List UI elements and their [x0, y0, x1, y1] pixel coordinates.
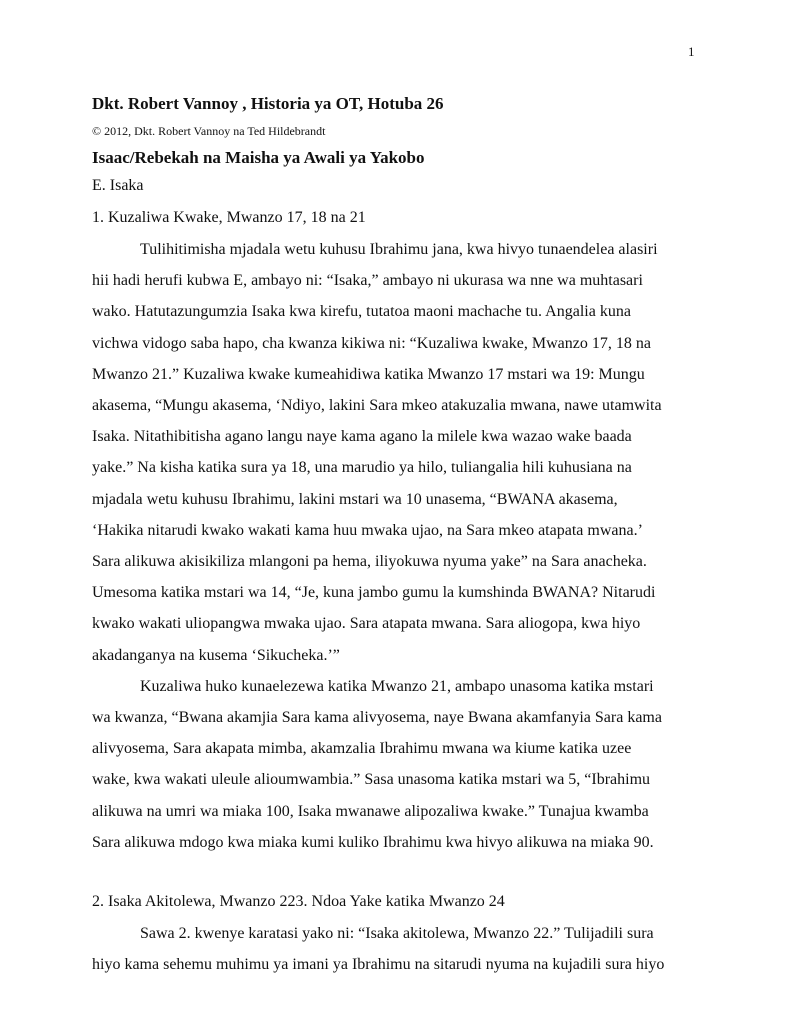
- lecture-subtitle: Isaac/Rebekah na Maisha ya Awali ya Yakobo: [92, 148, 425, 167]
- paragraph-line: wa kwanza, “Bwana akamjia Sara kama alivyosema, naye Bwana akamfanyia Sara kama: [92, 709, 662, 727]
- paragraph-2: [92, 671, 712, 858]
- paragraph-line: ‘Hakika nitarudi kwako wakati kama huu mwaka ujao, na Sara mkeo atapata mwana.’: [92, 521, 643, 539]
- paragraph-line: wake, kwa wakati uleule alioumwambia.” Sasa unasoma katika mstari wa 5, “Ibrahimu: [92, 771, 651, 789]
- paragraph-line: vichwa vidogo saba hapo, cha kwanza kikiwa ni: “Kuzaliwa kwake, Mwanzo 17, 18 na: [92, 334, 651, 352]
- paragraph-line: hiyo kama sehemu muhimu ya imani ya Ibrahimu na sitarudi nyuma na kujadili sura hiyo: [92, 956, 665, 974]
- paragraph-line: Sara alikuwa mdogo kwa miaka kumi kuliko Ibrahimu kwa hivyo alikuwa na miaka 90.: [92, 833, 654, 851]
- page-number: 1: [688, 44, 695, 59]
- paragraph-line: akadanganya na kusema ‘Sikucheka.’”: [92, 646, 340, 664]
- paragraph-1: [92, 234, 712, 671]
- document-title: Dkt. Robert Vannoy , Historia ya OT, Hotuba 26: [92, 94, 444, 113]
- paragraph-line: alikuwa na umri wa miaka 100, Isaka mwanawe alipozaliwa kwake.” Tunajua kwamba: [92, 802, 649, 820]
- paragraph-3: [92, 918, 712, 980]
- subsection-heading-birth: 1. Kuzaliwa Kwake, Mwanzo 17, 18 na 21: [92, 209, 366, 226]
- document-body: [92, 92, 712, 980]
- paragraph-line: wako. Hatutazungumzia Isaka kwa kirefu, tutatoa maoni machache tu. Angalia kuna: [92, 303, 631, 321]
- paragraph-line: Kuzaliwa huko kunaelezewa katika Mwanzo 21, ambapo unasoma katika mstari: [140, 677, 654, 695]
- paragraph-line: Mwanzo 21.” Kuzaliwa kwake kumeahidiwa katika Mwanzo 17 mstari wa 19: Mungu: [92, 365, 645, 383]
- paragraph-line: akasema, “Mungu akasema, ‘Ndiyo, lakini Sara mkeo atakuzalia mwana, nawe utamwita: [92, 397, 662, 415]
- paragraph-line: alivyosema, Sara akapata mimba, akamzalia Ibrahimu mwana wa kiume katika uzee: [92, 740, 632, 758]
- paragraph-line: Isaka. Nitathibitisha agano langu naye kama agano la milele kwa wazao wake baada: [92, 428, 632, 446]
- paragraph-line: hii hadi herufi kubwa E, ambayo ni: “Isaka,” ambayo ni ukurasa wa nne wa muhtasari: [92, 272, 643, 290]
- paragraph-line: kwako wakati uliopangwa mwaka ujao. Sara atapata mwana. Sara aliogopa, kwa hiyo: [92, 615, 641, 633]
- copyright-line: © 2012, Dkt. Robert Vannoy na Ted Hildebrandt: [92, 124, 326, 138]
- section-spacer: [92, 858, 712, 886]
- subsection-heading-offering: 2. Isaka Akitolewa, Mwanzo 223. Ndoa Yake katika Mwanzo 24: [92, 893, 505, 911]
- section-heading-isaka: E. Isaka: [92, 177, 144, 194]
- paragraph-line: mjadala wetu kuhusu Ibrahimu, lakini mstari wa 10 unasema, “BWANA akasema,: [92, 490, 618, 508]
- paragraph-line: yake.” Na kisha katika sura ya 18, una marudio ya hilo, tuliangalia hili kuhusiana na: [92, 459, 632, 477]
- paragraph-line: Tulihitimisha mjadala wetu kuhusu Ibrahimu jana, kwa hivyo tunaendelea alasiri: [140, 241, 658, 258]
- paragraph-line: Umesoma katika mstari wa 14, “Je, kuna jambo gumu la kumshinda BWANA? Nitarudi: [92, 584, 656, 602]
- paragraph-line: Sara alikuwa akisikiliza mlangoni pa hema, iliyokuwa nyuma yake” na Sara anacheka.: [92, 553, 647, 571]
- paragraph-line: Sawa 2. kwenye karatasi yako ni: “Isaka akitolewa, Mwanzo 22.” Tulijadili sura: [140, 925, 654, 943]
